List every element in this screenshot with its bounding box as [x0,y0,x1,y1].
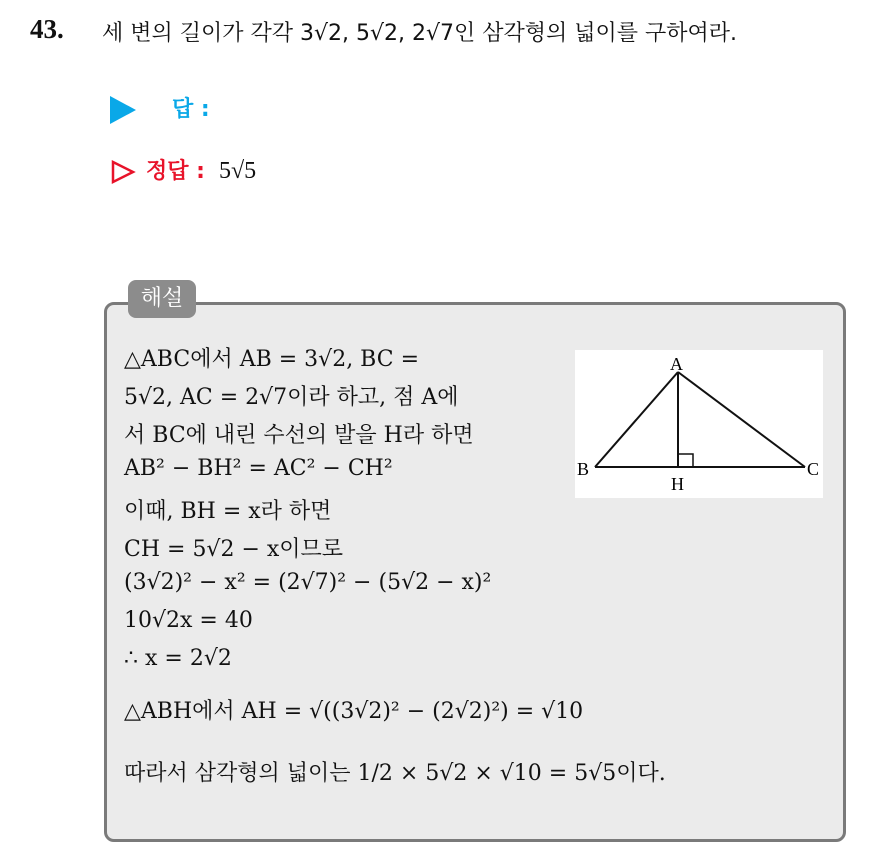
solution-line-8: 10√2x = 40 [124,608,253,633]
solution-line-5: 이때, BH = x라 하면 [124,499,332,524]
label-a: A [670,354,683,374]
outline-arrow-icon [110,159,136,185]
correct-answer-value: 5√5 [218,158,257,184]
solution-line-11: 따라서 삼각형의 넓이는 1/2 × 5√2 × √10 = 5√5이다. [124,761,666,786]
solution-tag: 해설 [128,280,196,318]
triangle-diagram [575,350,823,498]
triangle-figure [575,350,823,498]
correct-answer-label: 정답 : [146,159,205,184]
question-number: 43. [30,14,64,44]
solution-line-10: △ABH에서 AH = √((3√2)² − (2√2)²) = √10 [124,699,584,724]
solution-line-1: △ABC에서 AB = 3√2, BC = [124,347,420,372]
correct-answer-row [110,154,256,185]
solution-line-4: AB² − BH² = AC² − CH² [124,456,393,481]
label-c: C [807,459,820,479]
play-arrow-icon [110,96,136,124]
label-h: H [671,474,684,494]
question-text: 세 변의 길이가 각각 3√2, 5√2, 2√7인 삼각형의 넓이를 구하여라. [102,21,737,46]
answer-row [110,92,210,124]
solution-line-7: (3√2)² − x² = (2√7)² − (5√2 − x)² [124,570,492,595]
label-b: B [577,459,590,479]
solution-line-6: CH = 5√2 − x이므로 [124,537,344,562]
answer-label: 답 : [172,97,210,122]
solution-line-3: 서 BC에 내린 수선의 발을 H라 하면 [124,423,474,448]
solution-line-2: 5√2, AC = 2√7이라 하고, 점 A에 [124,385,459,410]
solution-line-9: ∴ x = 2√2 [124,646,232,671]
